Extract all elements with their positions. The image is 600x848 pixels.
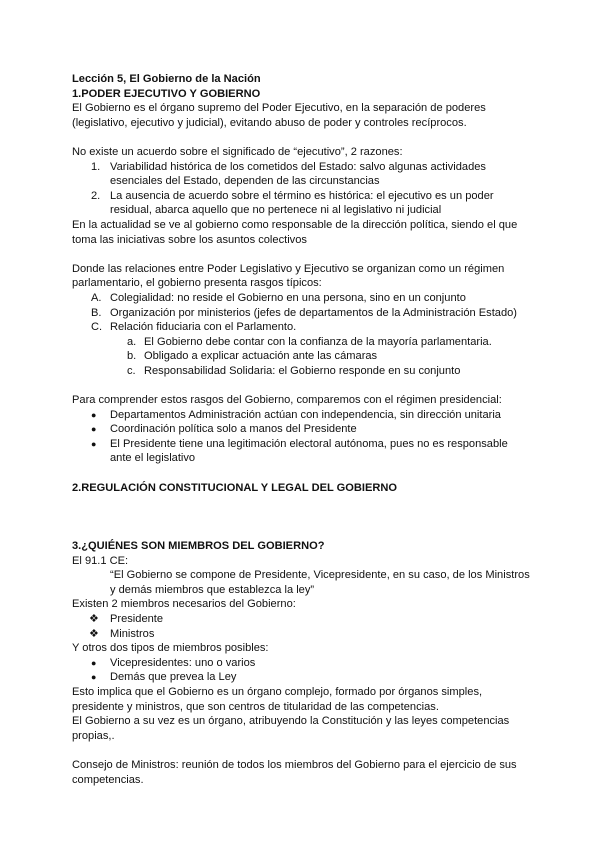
list-marker: B. [91, 306, 102, 319]
bullet-icon: ● [91, 672, 97, 683]
list-item-text: Colegialidad: no reside el Gobierno en una persona, sino en un conjunto [110, 291, 466, 304]
list-item [72, 189, 532, 218]
list-item-text: Variabilidad histórica de los cometidos del Estado: salvo algunas actividades esenciales del Estado, dependen de las circunstancias [110, 160, 486, 188]
ce-reference: El 91.1 CE: [72, 554, 129, 567]
consejo-paragraph: Consejo de Ministros: reunión de todos los miembros del Gobierno para el ejercicio de sus competencias. [72, 758, 517, 786]
ejecutivo-lead: No existe un acuerdo sobre el significado de “ejecutivo”, 2 razones: [72, 145, 403, 158]
bullet-icon: ● [91, 657, 97, 668]
parlamentario-list [72, 291, 532, 379]
bullet-icon: ● [91, 438, 97, 449]
lesson-title: Lección 5, El Gobierno de la Nación [72, 73, 261, 85]
list-item [72, 408, 532, 423]
bullet-icon: ● [91, 424, 97, 435]
section-1-heading: 1.PODER EJECUTIVO Y GOBIERNO [72, 87, 261, 100]
ejecutivo-closing: En la actualidad se ve al gobierno como responsable de la dirección política, siendo el que toma las iniciativas sobre los asuntos colectivos [72, 218, 518, 246]
list-item [72, 160, 532, 189]
sub-list-marker: c. [127, 364, 136, 377]
posibles-list [72, 656, 532, 685]
list-item-text: Vicepresidentes: uno o varios [110, 656, 256, 669]
list-item-text: Coordinación política solo a manos del Presidente [110, 423, 357, 436]
document-page [72, 72, 532, 787]
list-item-text: Ministros [110, 627, 155, 640]
diamond-bullet-icon: ❖ [89, 612, 99, 625]
list-item [72, 437, 532, 466]
list-marker: C. [91, 321, 103, 334]
section-2-heading: 2.REGULACIÓN CONSTITUCIONAL Y LEGAL DEL GOBIERNO [72, 481, 398, 494]
sub-list-marker: a. [127, 335, 137, 348]
list-item [72, 291, 532, 306]
list-item-text: Demás que prevea la Ley [110, 671, 237, 684]
ce-quote: “El Gobierno se compone de Presidente, Vicepresidente, en su caso, de los Ministros y demás miembros que establezca la ley” [110, 569, 530, 596]
list-item [72, 612, 532, 627]
bullet-icon: ● [91, 409, 97, 420]
list-item [72, 320, 532, 335]
list-item-text: Relación fiduciaria con el Parlamento. [110, 321, 297, 334]
sub-list-marker: b. [127, 350, 137, 363]
intro-paragraph: El Gobierno es el órgano supremo del Poder Ejecutivo, en la separación de poderes (legislativo, ejecutivo y judicial), evitando abuso de poder y controles recíprocos. [72, 102, 486, 129]
list-item-text: Departamentos Administración actúan con independencia, sin dirección unitaria [110, 408, 501, 421]
list-item [72, 422, 532, 437]
list-item-text: El Presidente tiene una legitimación electoral autónoma, pues no es responsable ante el legislativo [110, 437, 508, 465]
list-item-text: Presidente [110, 612, 164, 625]
necesarios-lead: Existen 2 miembros necesarios del Gobierno: [72, 598, 296, 611]
sub-list-item [72, 349, 532, 364]
list-item-text: La ausencia de acuerdo sobre el término es histórica: el ejecutivo es un poder residual, abarca aquello que no pertenece ni al legislativo ni judicial [110, 189, 494, 217]
section-3-heading: 3.¿QUIÉNES SON MIEMBROS DEL GOBIERNO? [72, 540, 325, 552]
list-item [72, 656, 532, 671]
list-marker: 2. [91, 189, 101, 202]
presidencial-lead: Para comprender estos rasgos del Gobierno, comparemos con el régimen presidencial: [72, 394, 502, 407]
list-item [72, 627, 532, 642]
sub-list-item [72, 364, 532, 379]
diamond-bullet-icon: ❖ [89, 627, 99, 640]
organo-paragraph: El Gobierno a su vez es un órgano, atribuyendo la Constitución y las leyes competencias propias,. [72, 715, 510, 742]
list-item [72, 670, 532, 685]
ejecutivo-list [72, 160, 532, 218]
posibles-lead: Y otros dos tipos de miembros posibles: [72, 642, 269, 655]
sub-list-item-text: El Gobierno debe contar con la confianza de la mayoría parlamentaria. [144, 335, 492, 348]
complejo-paragraph: Esto implica que el Gobierno es un órgano complejo, formado por órganos simples, presidente y ministros, que son centros de titularidad de las competencias. [72, 685, 483, 713]
sub-list-item-text: Obligado a explicar actuación ante las cámaras [144, 350, 378, 363]
parlamentario-lead: Donde las relaciones entre Poder Legislativo y Ejecutivo se organizan como un régimen parlamentario, el gobierno presenta rasgos típicos: [72, 262, 505, 290]
list-item-text: Organización por ministerios (jefes de departamentos de la Administración Estado) [110, 306, 517, 319]
sub-list-item-text: Responsabilidad Solidaria: el Gobierno responde en su conjunto [144, 364, 461, 377]
list-marker: A. [91, 291, 102, 304]
sub-list-item [72, 335, 532, 350]
list-item [72, 306, 532, 321]
necesarios-list [72, 612, 532, 641]
presidencial-list [72, 408, 532, 466]
list-marker: 1. [91, 160, 101, 173]
